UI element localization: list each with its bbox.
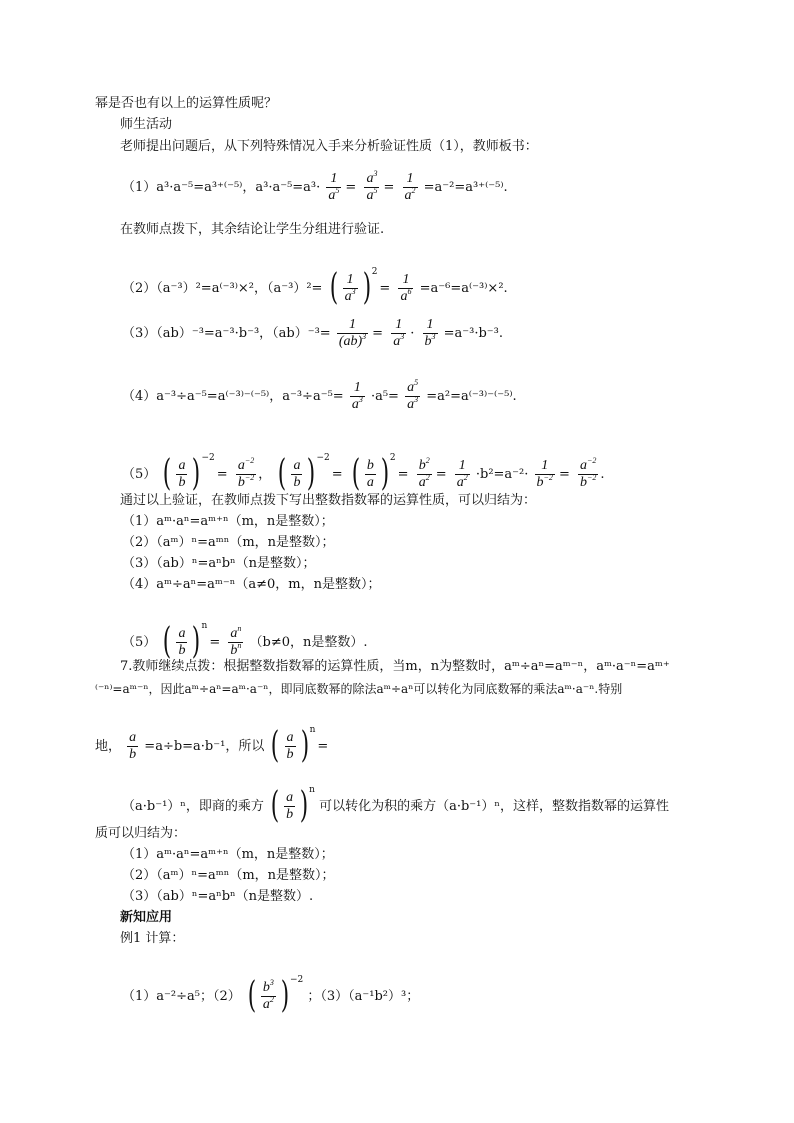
formula-text: （5）: [122, 467, 157, 482]
fraction: $\frac{1}{a^3}$: [351, 380, 363, 412]
formula-text: （3）（ab）⁻³=a⁻³·b⁻³，（ab）⁻³=: [122, 326, 331, 341]
formula-text: ；（3）（a⁻¹b²）³；: [307, 989, 420, 1004]
formula-text: （5）: [122, 635, 157, 650]
fraction: $\frac{1}{b^3}$: [424, 317, 436, 349]
text-line: 地， $\frac{a}{b}$ =a÷b=a·b⁻¹，所以 ( $\frac{a}{b}$ )n=: [95, 725, 329, 766]
text-line: 幂是否也有以上的运算性质呢？: [95, 96, 278, 111]
property-5: （5） ( $\frac{a}{b}$ )n= $\frac{a^n}{b^n}$ （b≠0，n是整数）.: [122, 621, 368, 662]
fraction: $\frac{1}{b^{-2}}$: [536, 458, 553, 490]
fraction: $\frac{1}{a^2}$: [456, 458, 468, 490]
text-line: ⁽⁻ⁿ⁾=aᵐ⁻ⁿ，因此aᵐ÷aⁿ=aᵐ·a⁻ⁿ，即同底数幂的除法aᵐ÷aⁿ可以转化为同底数幂的乘法aᵐ·a⁻ⁿ.特别: [95, 682, 623, 696]
fraction: $\frac{1}{a^2}$: [404, 171, 416, 203]
property-3: （3）（ab）ⁿ=aⁿbⁿ（n是整数）；: [122, 556, 316, 571]
formula-text: =a⁻³·b⁻³.: [443, 326, 504, 341]
formula-text: 可以转化为积的乘方（a·b⁻¹）ⁿ，这样，整数指数幂的运算性: [319, 799, 669, 814]
formula-line-3: （3）（ab）⁻³=a⁻³·b⁻³，（ab）⁻³= $\frac{1}{(ab)^3}$ = $\frac{1}{a^3}$ · $\frac{1}{b^3}$ =a⁻³·b⁻³.: [122, 317, 504, 349]
text-line: 质可以归结为：: [95, 826, 187, 841]
property-1: （1）aᵐ·aⁿ=aᵐ⁺ⁿ（m，n是整数）；: [122, 847, 334, 862]
formula-text: ·a⁵=: [370, 389, 399, 404]
formula-text: （4）a⁻³÷a⁻⁵=a⁽⁻³⁾⁻⁽⁻⁵⁾，a⁻³÷a⁻⁵=: [122, 389, 344, 404]
fraction: $\frac{a}{b}$: [129, 730, 137, 762]
fraction: $\frac{1}{a^3}$: [393, 317, 405, 349]
fraction: $\frac{a^{-2}}{b^{-2}}$: [579, 456, 597, 490]
formula-text: （a·b⁻¹）ⁿ，即商的乘方: [122, 799, 264, 814]
property-4: （4）aᵐ÷aⁿ=aᵐ⁻ⁿ（a≠0，m，n是整数）；: [122, 577, 381, 592]
text-line: 老师提出问题后，从下列特殊情况入手来分析验证性质（1），教师板书：: [120, 139, 538, 154]
formula-text: （1）a³·a⁻⁵=a³⁺⁽⁻⁵⁾，a³·a⁻⁵=a³·: [122, 180, 321, 195]
fraction: $\frac{a^n}{b^n}$: [230, 624, 242, 658]
fraction: $\frac{1}{(ab)^3}$: [338, 317, 367, 349]
fraction: $\frac{a^3}{a^5}$: [366, 169, 378, 203]
formula-text: =a÷b=a·b⁻¹，所以: [144, 739, 265, 754]
formula-text: ·b²=a⁻²·: [475, 467, 529, 482]
text-line: 通过以上验证，在教师点拨下写出整数指数幂的运算性质，可以归结为：: [120, 493, 537, 508]
formula-line-4: [122, 377, 517, 417]
property-2: （2）（aᵐ）ⁿ=aᵐⁿ（m，n是整数）；: [122, 535, 335, 550]
property-3: （3）（ab）ⁿ=aⁿbⁿ（n是整数）.: [122, 889, 314, 904]
fraction: $\frac{b^2}{a^2}$: [418, 456, 430, 490]
property-1: （1）aᵐ·aⁿ=aᵐ⁺ⁿ（m，n是整数）；: [122, 514, 334, 529]
example-line: （1）a⁻²÷a⁵；（2） ( $\frac{b^3}{a^2}$ )−2 ；（3）（a⁻¹b²）³；: [122, 975, 420, 1016]
formula-text: =a²=a⁽⁻³⁾⁻⁽⁻⁵⁾.: [426, 389, 517, 404]
formula-text: =a⁻²=a³⁺⁽⁻⁵⁾.: [423, 180, 508, 195]
fraction: $\frac{a^5}{a^3}$: [407, 378, 419, 412]
section-heading: 新知应用: [120, 910, 173, 925]
text-line: 师生活动: [120, 117, 173, 132]
formula-line-1: （1）a³·a⁻⁵=a³⁺⁽⁻⁵⁾，a³·a⁻⁵=a³· $\frac{1}{a^5}$ = $\frac{a^3}{a^5}$ = $\frac{1}{a^2}$ =a⁻²=a³⁺⁽⁻⁵⁾.: [122, 169, 508, 203]
formula-text: （b≠0，n是整数）.: [249, 635, 368, 650]
property-2: （2）（aᵐ）ⁿ=aᵐⁿ（m，n是整数）；: [122, 868, 335, 883]
formula-text: 地，: [95, 739, 122, 754]
example-title: 例1 计算：: [120, 931, 185, 946]
formula-text: （2）（a⁻³）²=a⁽⁻³⁾×²，（a⁻³）²=: [122, 281, 323, 296]
text-line: （a·b⁻¹）ⁿ，即商的乘方 ( $\frac{a}{b}$ )n 可以转化为积的乘方（a·b⁻¹）ⁿ，这样，整数指数幂的运算性: [122, 785, 669, 826]
formula-line-2: （2）（a⁻³）²=a⁽⁻³⁾×²，（a⁻³）²= ( $\frac{1}{a^3}$ )2= $\frac{1}{a^6}$ =a⁻⁶=a⁽⁻³⁾×².: [122, 267, 508, 308]
formula-line-5: （5） ( $\frac{a}{b}$ )−2= $\frac{a^{-2}}{b^{-2}}$ ， ( $\frac{a}{b}$ )−2= ( $\frac{b}{a}$ )2= $\frac{b^2}{a^2}$ = $\frac{1}{a^2}$ ·b²=a⁻²· $\frac{1}{b^{-2}}$ = $\frac{a^{-2}}{b^{-2}}$ .: [122, 453, 605, 494]
formula-text: （1）a⁻²÷a⁵；（2）: [122, 989, 241, 1004]
text-line: 7.教师继续点拨：根据整数指数幂的运算性质，当m，n为整数时，aᵐ÷aⁿ=aᵐ⁻ⁿ，aᵐ·a⁻ⁿ=aᵐ⁺: [120, 659, 670, 674]
fraction: $\frac{1}{a^5}$: [328, 171, 340, 203]
fraction: $\frac{a^{-2}}{b^{-2}}$: [237, 456, 255, 490]
formula-text: =a⁻⁶=a⁽⁻³⁾×².: [419, 281, 508, 296]
fraction: $\frac{1}{a^6}$: [400, 272, 412, 304]
text-line: 在教师点拨下，其余结论让学生分组进行验证.: [120, 222, 385, 237]
